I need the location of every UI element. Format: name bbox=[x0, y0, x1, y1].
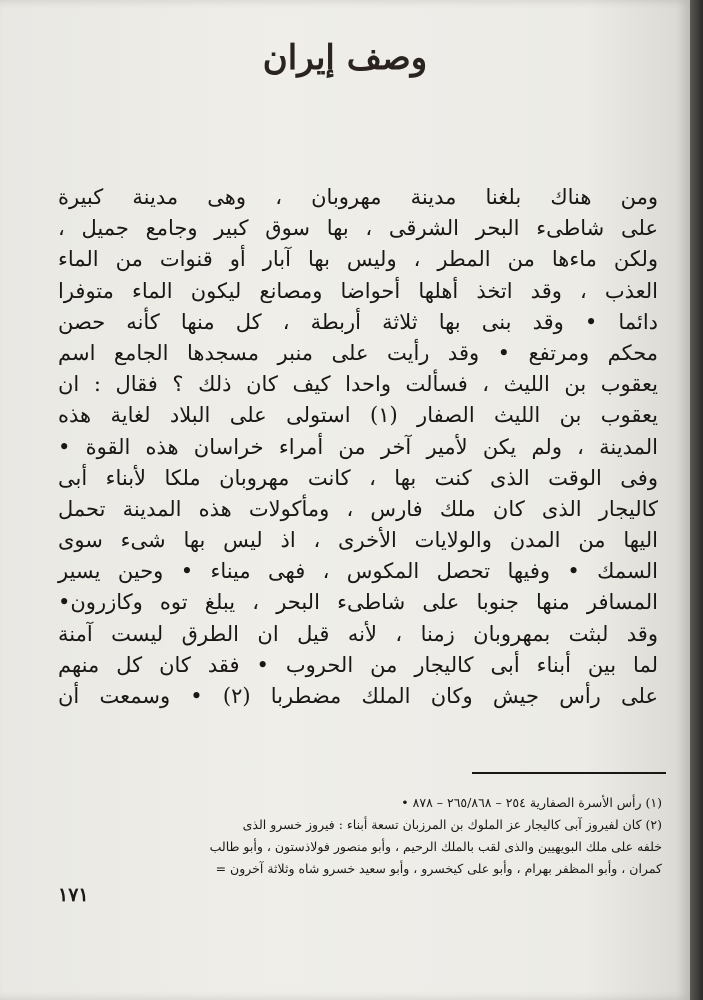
text-line: لما بين أبناء أبى كاليجار من الحروب • فقد كان كل منهم bbox=[58, 652, 658, 677]
text-line: على رأس جيش وكان الملك مضطربا (٢) • وسمعت أن bbox=[58, 684, 658, 708]
text-line: المسافر منها جنوبا على شاطىء البحر ، يبلغ توه وكازرون• bbox=[58, 590, 658, 615]
text-line: اليها من المدن والولايات الأخرى ، اذ ليس بها شىء سوى bbox=[58, 528, 658, 553]
text-line: على شاطىء البحر الشرقى ، بها سوق كبير وجامع جميل ، bbox=[58, 216, 658, 241]
text-line: وفى الوقت الذى كنت بها ، كانت مهروبان ملكا لأبناء أبى bbox=[58, 465, 658, 490]
footnotes bbox=[50, 792, 662, 880]
footnote-line: خلفه على ملك البويهيين والذى لقب بالملك الرحيم ، وأبو منصور فولاذستون ، وأبو طالب bbox=[209, 839, 662, 854]
page-title: وصف إيران bbox=[262, 38, 428, 78]
footnote-line: (١) رأس الأسرة الصفارية ٢٥٤ – ٢٦٥/٨٦٨ – ٨٧٨ • bbox=[401, 795, 662, 810]
text-line: يعقوب بن الليث الصفار (١) استولى على البلاد لغاية هذه bbox=[58, 403, 659, 428]
footnote-line: كمران ، وأبو المظفر بهرام ، وأبو على كيخسرو ، وأبو سعيد خسرو شاه وثلاثة آخرون = bbox=[215, 861, 662, 876]
text-line: السمك • وفيها تحصل المكوس ، فهى ميناء • وحين يسير bbox=[58, 559, 658, 584]
text-line: ومن هناك بلغنا مدينة مهروبان ، وهى مدينة كبيرة bbox=[58, 185, 658, 209]
text-line: ولكن ماءها من المطر ، وليس بها آبار أو قنوات من الماء bbox=[58, 247, 658, 272]
text-line: يعقوب بن الليث ، فسألت واحدا كيف كان ذلك ؟ فقال : ان bbox=[58, 372, 658, 397]
text-line: العذب ، وقد اتخذ أهلها أحواضا ومصانع ليكون الماء متوفرا bbox=[58, 278, 658, 303]
footnote-divider bbox=[472, 772, 666, 774]
book-spine-shadow bbox=[690, 0, 703, 1000]
text-line: محكم ومرتفع • وقد رأيت على منبر مسجدها الجامع اسم bbox=[58, 340, 658, 365]
text-line: المدينة ، ولم يكن لأمير آخر من أمراء خراسان هذه القوة • bbox=[58, 434, 658, 459]
page-number: ١٧١ bbox=[58, 884, 89, 906]
text-line: دائما • وقد بنى بها ثلاثة أربطة ، كل منها كأنه حصن bbox=[58, 309, 658, 334]
body-text bbox=[58, 182, 658, 712]
text-line: وقد لبثت بمهروبان زمنا ، لأنه قيل ان الطرق ليست آمنة bbox=[58, 621, 658, 646]
footnote-line: (٢) كان لفيروز آبى كاليجار عز الملوك بن المرزبان تسعة أبناء : فيروز خسرو الذى bbox=[242, 817, 662, 832]
text-line: كاليجار الذى كان ملك فارس ، ومأكولات هذه المدينة تحمل bbox=[58, 496, 658, 521]
